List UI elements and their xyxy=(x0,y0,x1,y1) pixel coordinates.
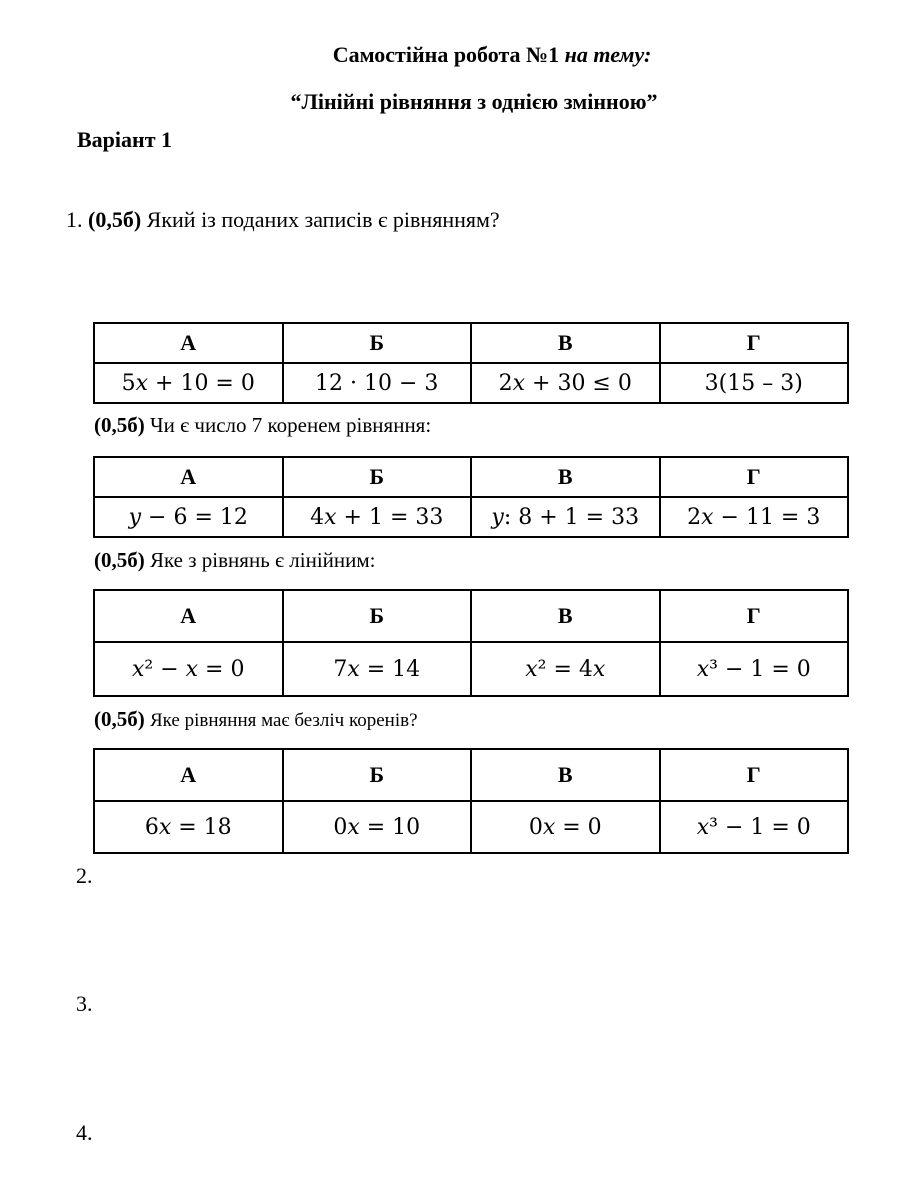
subquestion-points: (0,5б) xyxy=(94,413,145,437)
option-header: Б xyxy=(283,590,472,642)
answer-table-2 xyxy=(93,456,849,538)
option-header: В xyxy=(471,590,660,642)
option-value: 2𝑥 − 11 = 3 xyxy=(660,497,849,537)
option-value: 𝑥² − 𝑥 = 0 xyxy=(94,642,283,696)
subquestion-1 xyxy=(94,411,431,439)
option-value: 0𝑥 = 10 xyxy=(283,801,472,853)
option-header: Г xyxy=(660,457,849,497)
option-header: Б xyxy=(283,749,472,801)
option-value: 𝑥³ − 1 = 0 xyxy=(660,642,849,696)
option-value: 𝑥² = 4𝑥 xyxy=(471,642,660,696)
question-2-number: 2. xyxy=(76,863,93,888)
option-value: 5𝑥 + 10 = 0 xyxy=(94,363,283,403)
answer-table-4 xyxy=(93,748,849,854)
page-title xyxy=(0,41,918,69)
option-value: 6𝑥 = 18 xyxy=(94,801,283,853)
subquestion-points: (0,5б) xyxy=(94,548,145,572)
subquestion-2 xyxy=(94,546,376,574)
option-header: В xyxy=(471,457,660,497)
option-value: 2𝑥 + 30 ≤ 0 xyxy=(471,363,660,403)
subquestion-text: Чи є число 7 коренем рівняння: xyxy=(150,413,432,437)
question-3-number: 3. xyxy=(76,991,93,1016)
question-number: 1. xyxy=(66,207,83,232)
question-points: (0,5б) xyxy=(88,207,142,232)
subquestion-3 xyxy=(94,705,418,735)
option-header: А xyxy=(94,749,283,801)
option-value: 𝑥³ − 1 = 0 xyxy=(660,801,849,853)
option-header: А xyxy=(94,457,283,497)
option-value: 0𝑥 = 0 xyxy=(471,801,660,853)
variant-label: Варіант 1 xyxy=(77,127,173,152)
subquestion-text: Яке рівняння має безліч коренів? xyxy=(150,710,418,731)
question-4-number: 4. xyxy=(76,1120,93,1145)
option-value: 𝑦: 8 + 1 = 33 xyxy=(471,497,660,537)
option-header: Г xyxy=(660,749,849,801)
title-bold: Самостійна робота №1 xyxy=(332,42,560,67)
option-header: А xyxy=(94,323,283,363)
option-header: Г xyxy=(660,323,849,363)
option-value: 12 · 10 − 3 xyxy=(283,363,472,403)
option-header: В xyxy=(471,749,660,801)
question-text: Який із поданих записів є рівнянням? xyxy=(146,207,500,232)
subquestion-points: (0,5б) xyxy=(94,707,145,731)
subquestion-text: Яке з рівнянь є лінійним: xyxy=(150,548,376,572)
answer-table-3 xyxy=(93,589,849,697)
answer-table-1 xyxy=(93,322,849,404)
question-1 xyxy=(66,205,500,235)
option-value: 3(15 – 3) xyxy=(660,363,849,403)
option-header: А xyxy=(94,590,283,642)
option-value: 𝑦 − 6 = 12 xyxy=(94,497,283,537)
page-subtitle: “Лінійні рівняння з однією змінною” xyxy=(290,89,658,114)
title-italic: на тему: xyxy=(564,42,652,67)
option-header: Б xyxy=(283,323,472,363)
option-value: 7𝑥 = 14 xyxy=(283,642,472,696)
option-header: Б xyxy=(283,457,472,497)
option-value: 4𝑥 + 1 = 33 xyxy=(283,497,472,537)
option-header: Г xyxy=(660,590,849,642)
option-header: В xyxy=(471,323,660,363)
